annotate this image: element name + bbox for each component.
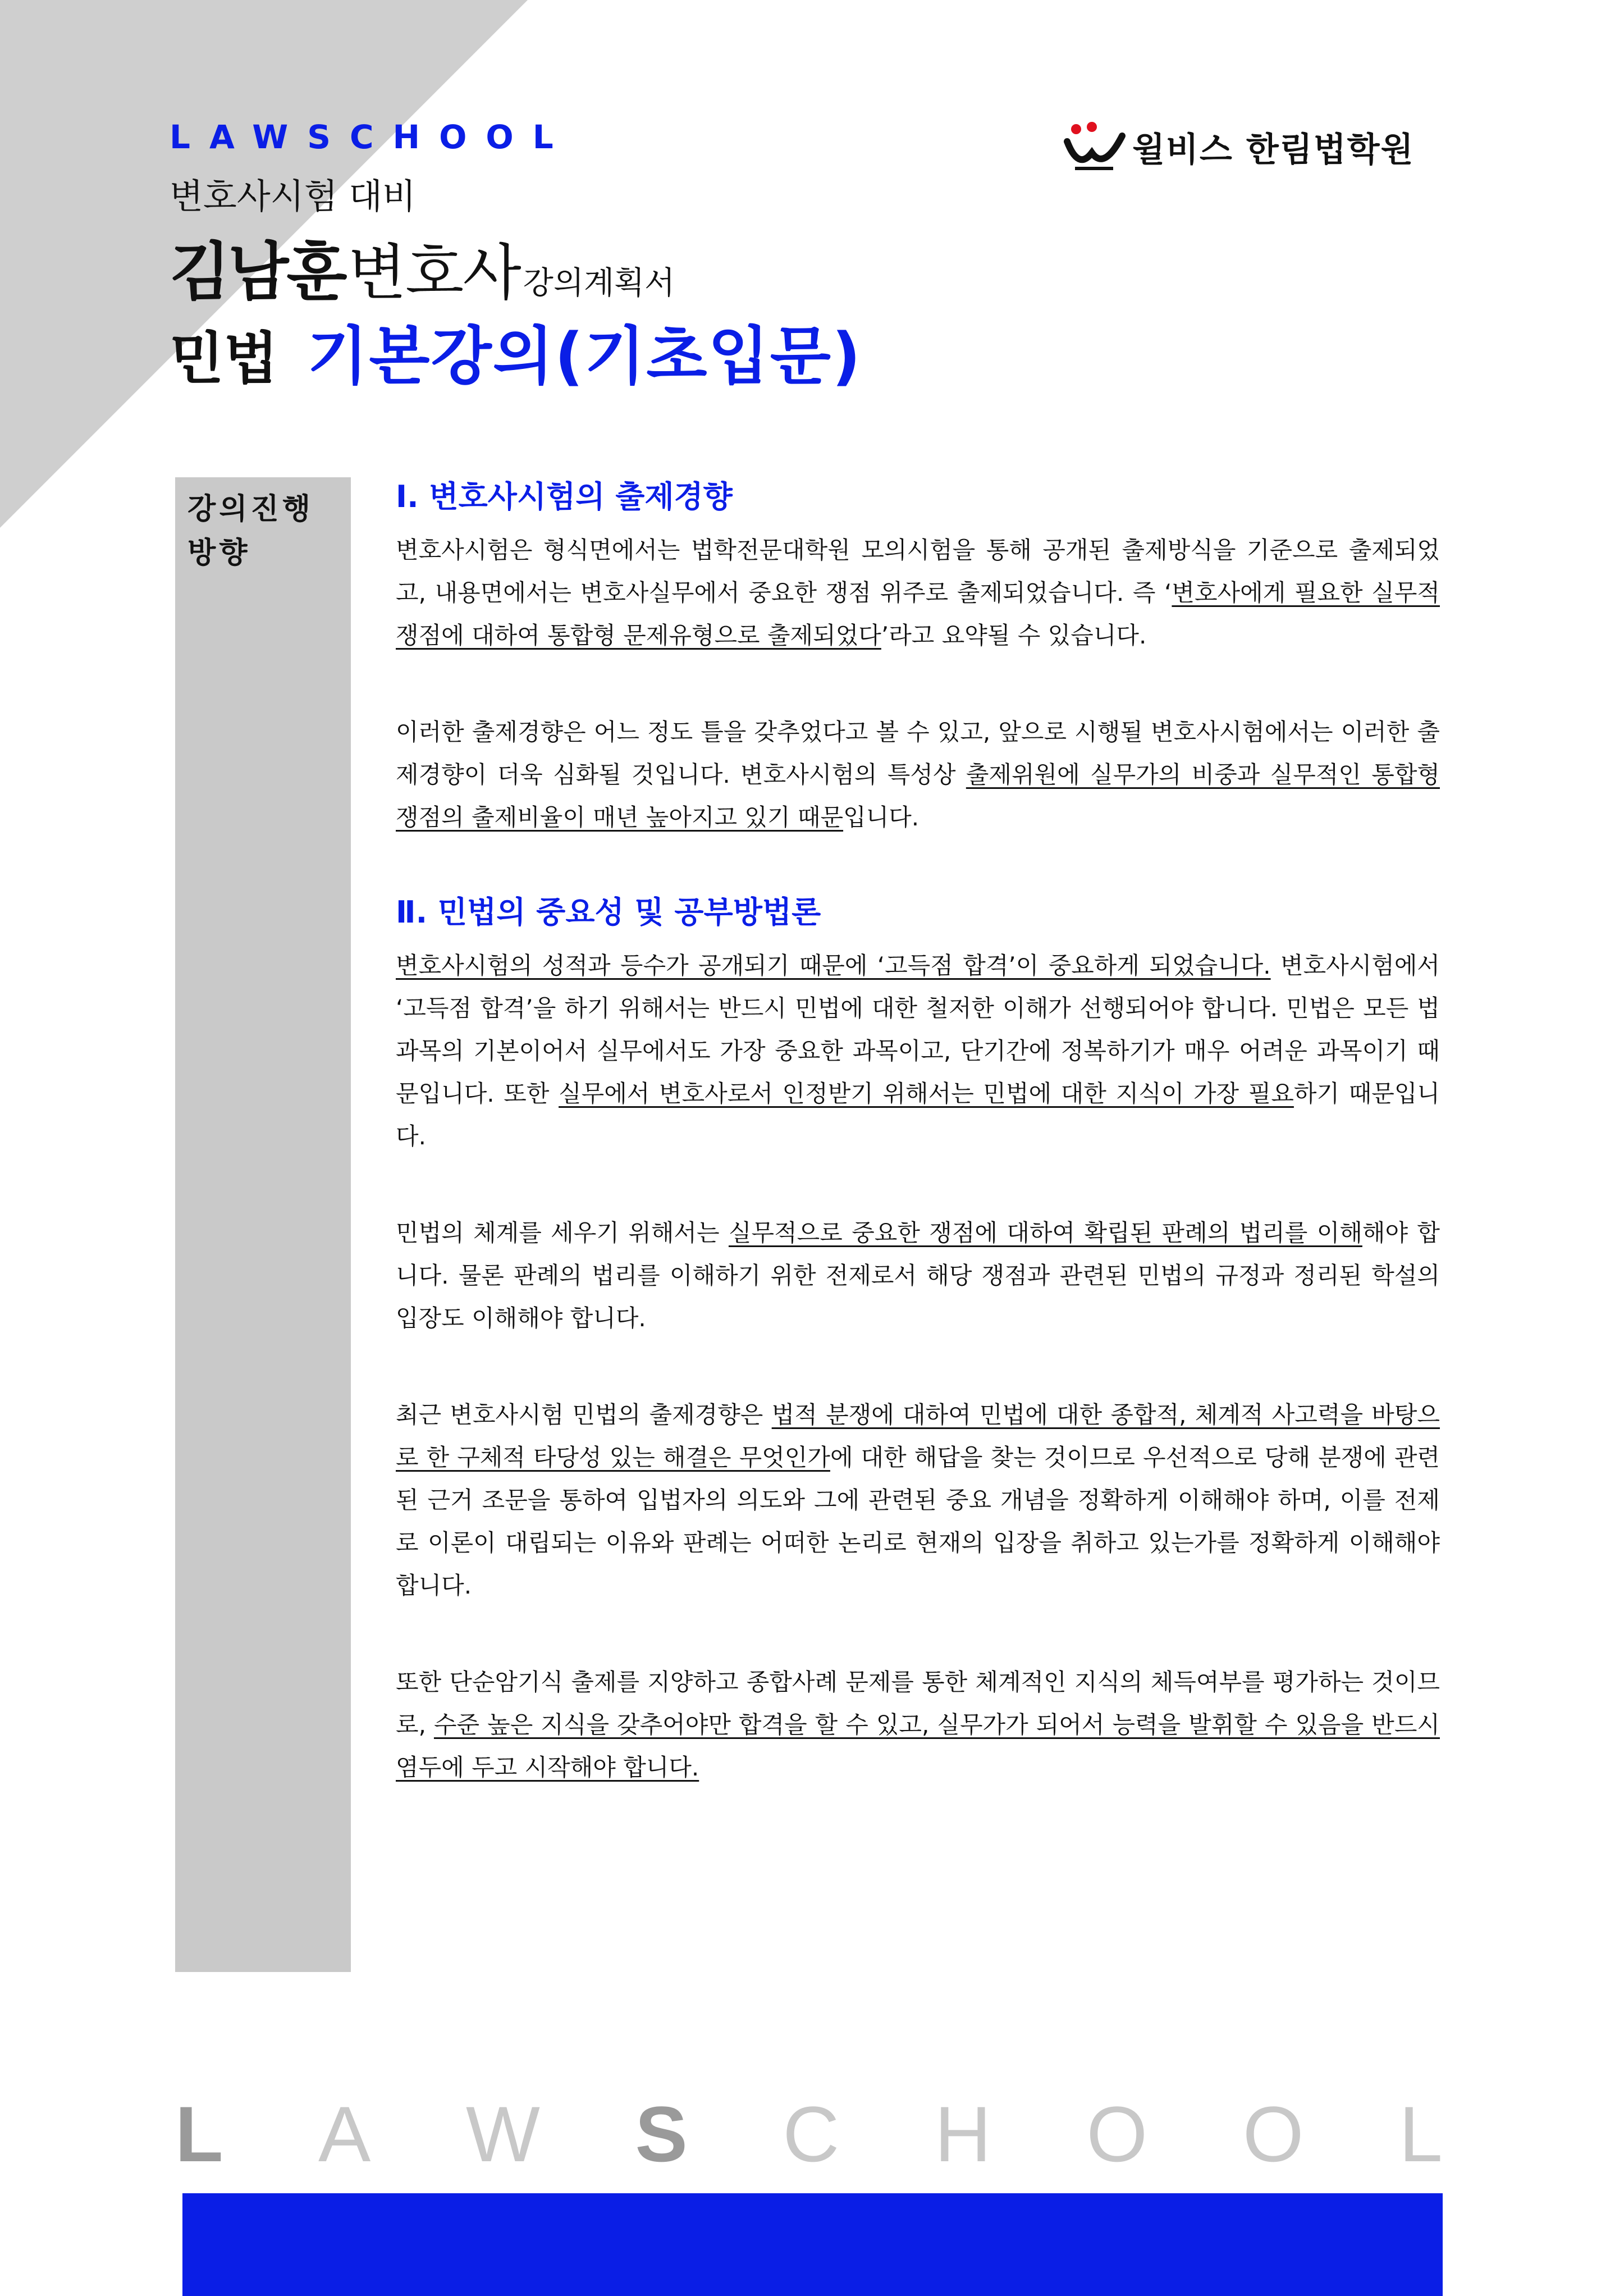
text: 변호사시험은 형식면에서는 법학전문대학원 모의시험을 통해 공개된 출제방식을 기준으로 출제되었고, 내용면에서는 변호사실무에서 중요한 쟁점 위주로 출제되었습니다. 즉 ‘ — [396, 536, 1440, 606]
footer-letter: L — [175, 2090, 223, 2178]
sidebar — [175, 477, 351, 1972]
main-content — [396, 477, 1440, 1843]
underlined-text: 출제위원에 실무가의 비중과 실무적인 통합형 쟁점의 출제비율이 매년 높아지고 있기 때문 — [396, 761, 1440, 831]
text: 변호사시험에서 ‘고득점 합격’을 하기 위해서는 반드시 민법에 대한 철저한 이해가 선행되어야 합니다. 민법은 모든 법과목의 기본이어서 실무에서도 가장 중요한 과목이고, 단기간에 정복하기가 매우 어려운 과목이기 때문입니다. 또한 — [396, 952, 1440, 1107]
footer-letter: L — [1399, 2090, 1443, 2178]
exam-subtitle: 변호사시험 대비 — [170, 176, 416, 217]
sidebar-label-line1: 강의진행 — [187, 492, 314, 526]
willbis-logo — [1064, 119, 1415, 175]
section2-heading: Ⅱ. 민법의 중요성 및 공부방법론 — [396, 894, 821, 930]
footer-letter: O — [1086, 2090, 1148, 2178]
brand-lawschool: LAWSCHOOL — [170, 118, 573, 156]
sidebar-label-line2: 방향 — [187, 536, 251, 570]
footer-letter: C — [783, 2090, 840, 2178]
teacher-role: 변호사 — [347, 238, 520, 308]
footer-letter: A — [318, 2090, 371, 2178]
teacher-name: 김남훈 — [170, 236, 345, 309]
underlined-text: 법적 분쟁에 대하여 민법에 대한 종합적, 체계적 사고력을 바탕으로 한 구체적 타당성 있는 해결은 무엇인가 — [396, 1401, 1440, 1471]
section2-paragraph-3 — [396, 1394, 1440, 1607]
underlined-text: 수준 높은 지식을 갖추어야만 합격을 할 수 있고, 실무가가 되어서 능력을 발휘할 수 있음을 반드시 염두에 두고 시작해야 합니다. — [396, 1711, 1440, 1781]
section2-paragraph-1 — [396, 944, 1440, 1158]
footer-blue-bar — [182, 2193, 1443, 2296]
teacher-line — [170, 222, 675, 312]
subject-label: 민법 — [170, 326, 278, 391]
underlined-text: 실무에서 변호사로서 인정받기 위해서는 민법에 대한 지식이 가장 필요 — [559, 1080, 1294, 1107]
logo-icon — [1064, 119, 1127, 175]
section1-heading: Ⅰ. 변호사시험의 출제경향 — [396, 479, 733, 514]
course-line — [170, 306, 862, 396]
underlined-text: 변호사에게 필요한 실무적 쟁점에 대하여 통합형 문제유형으로 출제되었다 — [396, 579, 1440, 649]
footer-letter: S — [635, 2090, 688, 2178]
sidebar-label — [187, 487, 339, 575]
section2-paragraph-4 — [396, 1661, 1440, 1789]
logo-text: 윌비스 한림법학원 — [1132, 130, 1415, 170]
text: 하기 때문입니다. — [396, 1080, 1440, 1150]
document-type: 강의계획서 — [523, 265, 675, 302]
underlined-text: 실무적으로 중요한 쟁점에 대하여 확립된 판례의 법리를 이해 — [728, 1219, 1362, 1247]
footer-letter: O — [1242, 2090, 1304, 2178]
footer-letter: H — [934, 2090, 991, 2178]
text: 이러한 출제경향은 어느 정도 틀을 갖추었다고 볼 수 있고, 앞으로 시행될 변호사시험에서는 이러한 출제경향이 더욱 심화될 것입니다. 변호사시험의 특성상 — [396, 718, 1440, 788]
text: 해야 합니다. 물론 판례의 법리를 이해하기 위한 전제로서 해당 쟁점과 관련된 민법의 규정과 정리된 학설의 입장도 이해해야 합니다. — [396, 1219, 1440, 1332]
text: ’라고 요약될 수 있습니다. — [881, 622, 1147, 649]
underlined-text: 변호사시험의 성적과 등수가 공개되기 때문에 ‘고득점 합격’이 중요하게 되었습니다. — [396, 952, 1271, 979]
course-title: 기본강의(기초입문) — [307, 320, 862, 393]
section1-paragraph-1 — [396, 529, 1440, 657]
text: 최근 변호사시험 민법의 출제경향은 — [396, 1401, 772, 1428]
section2-paragraph-2 — [396, 1212, 1440, 1340]
text: 민법의 체계를 세우기 위해서는 — [396, 1219, 729, 1247]
section1-paragraph-2 — [396, 711, 1440, 839]
footer-letter: W — [465, 2090, 540, 2178]
text: 또한 단순암기식 출제를 지양하고 종합사례 문제를 통한 체계적인 지식의 체득여부를 평가하는 것이므로, — [396, 1668, 1440, 1738]
text: 입니다. — [843, 804, 919, 831]
footer-lawschool-letters — [175, 2089, 1443, 2180]
text: 에 대한 해답을 찾는 것이므로 우선적으로 당해 분쟁에 관련된 근거 조문을 통하여 입법자의 의도와 그에 관련된 중요 개념을 정확하게 이해해야 하며, 이를 전제로 이론이 대립되는 이유와 판례는 어떠한 논리로 현재의 입장을 취하고 있는가를 정확하게 이해해야 합니다. — [396, 1444, 1440, 1599]
